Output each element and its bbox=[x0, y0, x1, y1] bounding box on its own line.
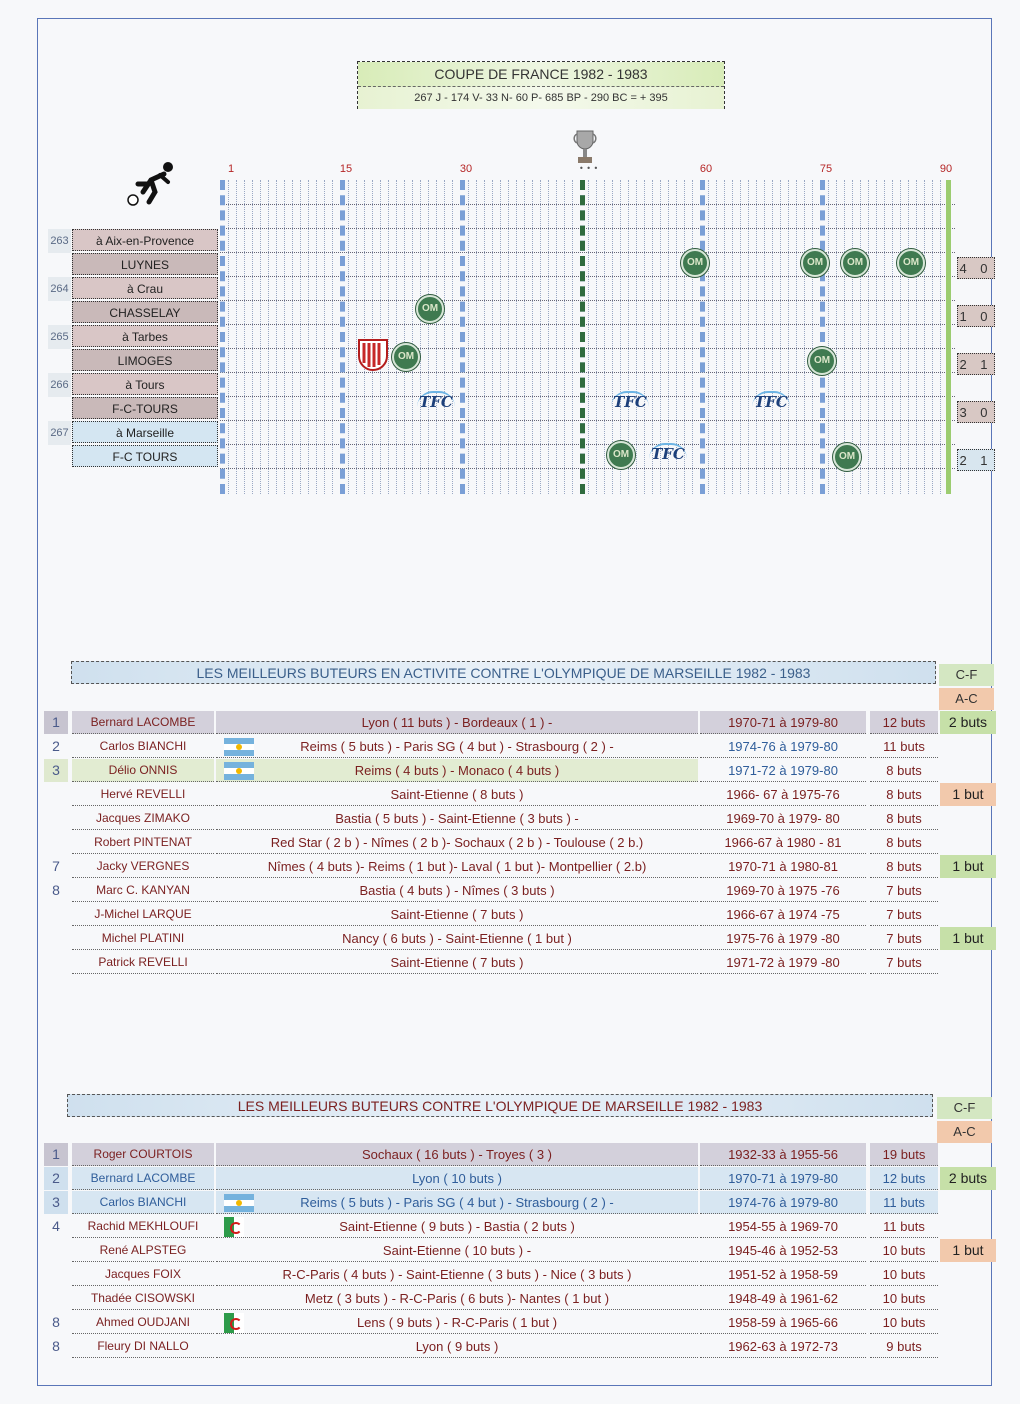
cf-header: C-F bbox=[939, 664, 994, 686]
period: 1969-70 à 1975 -76 bbox=[700, 879, 866, 902]
table-row bbox=[44, 1191, 996, 1215]
om-goal-icon: OM bbox=[833, 443, 861, 471]
cup-goals: 1 but bbox=[940, 855, 996, 878]
clubs: Saint-Etienne ( 8 buts ) bbox=[216, 783, 698, 806]
clubs: Bastia ( 5 buts ) - Saint-Etienne ( 3 buts ) - bbox=[216, 807, 698, 830]
algeria-flag-icon bbox=[220, 1215, 250, 1238]
clubs: Saint-Etienne ( 7 buts ) bbox=[216, 903, 698, 926]
match-venue: à Marseille bbox=[72, 421, 218, 443]
period: 1962-63 à 1972-73 bbox=[700, 1335, 866, 1358]
table-row bbox=[44, 951, 996, 975]
season-stats: 267 J - 174 V- 33 N- 60 P- 685 BP - 290 BC = + 395 bbox=[358, 87, 724, 109]
player-name: Jacques ZIMAKO bbox=[72, 807, 214, 830]
period: 1954-55 à 1969-70 bbox=[700, 1215, 866, 1238]
goals: 7 buts bbox=[870, 879, 938, 902]
svg-text:• • •: • • • bbox=[579, 164, 599, 173]
table-row bbox=[44, 1311, 996, 1335]
match-number: 266 bbox=[48, 373, 71, 397]
match-number: 267 bbox=[48, 421, 71, 445]
cup-goals: 2 buts bbox=[940, 1167, 996, 1190]
cup-goals: 1 but bbox=[940, 1239, 996, 1262]
clubs: Reims ( 4 buts ) - Monaco ( 4 buts ) bbox=[216, 759, 698, 782]
cup-goals bbox=[940, 759, 996, 782]
goals: 10 buts bbox=[870, 1263, 938, 1286]
player-name: Carlos BIANCHI bbox=[72, 1191, 214, 1214]
table-row bbox=[44, 1263, 996, 1287]
goals: 10 buts bbox=[870, 1287, 938, 1310]
cup-goals bbox=[940, 1263, 996, 1286]
goals: 7 buts bbox=[870, 927, 938, 950]
cup-goals bbox=[940, 1311, 996, 1334]
goals: 12 buts bbox=[870, 1167, 938, 1190]
trophy-icon bbox=[570, 127, 600, 173]
player-name: René ALPSTEG bbox=[72, 1239, 214, 1262]
table-row bbox=[44, 1215, 996, 1239]
goals: 7 buts bbox=[870, 903, 938, 926]
clubs: Nancy ( 6 buts ) - Saint-Etienne ( 1 but ) bbox=[216, 927, 698, 950]
player-name: Bernard LACOMBE bbox=[72, 1167, 214, 1190]
cup-goals bbox=[940, 807, 996, 830]
argentina-flag-icon bbox=[220, 759, 250, 782]
goals: 19 buts bbox=[870, 1143, 938, 1166]
goals: 12 buts bbox=[870, 711, 938, 734]
match-opponent: LUYNES bbox=[72, 253, 218, 275]
active-scorers-title: LES MEILLEURS BUTEURS EN ACTIVITE CONTRE L'OLYMPIQUE DE MARSEILLE 1982 - 1983 bbox=[71, 661, 936, 684]
goals: 11 buts bbox=[870, 735, 938, 758]
ac-header: A-C bbox=[939, 688, 994, 710]
page-title: COUPE DE FRANCE 1982 - 1983 bbox=[358, 62, 724, 87]
match-venue: à Aix-en-Provence bbox=[72, 229, 218, 251]
active-scorers-table bbox=[44, 711, 996, 975]
tfc-goal-icon: TFC bbox=[748, 389, 794, 417]
table-row bbox=[44, 1335, 996, 1359]
table-row bbox=[44, 1287, 996, 1311]
goals: 9 buts bbox=[870, 1335, 938, 1358]
cup-goals bbox=[940, 1335, 996, 1358]
table-row bbox=[44, 759, 996, 783]
player-name: Marc C. KANYAN bbox=[72, 879, 214, 902]
cup-goals bbox=[940, 831, 996, 854]
limoges-crest-icon bbox=[356, 337, 390, 373]
om-goal-icon: OM bbox=[841, 249, 869, 277]
clubs: Reims ( 5 buts ) - Paris SG ( 4 but ) - Strasbourg ( 2 ) - bbox=[216, 735, 698, 758]
period: 1970-71 à 1979-80 bbox=[700, 711, 866, 734]
player-name: Bernard LACOMBE bbox=[72, 711, 214, 734]
table-row bbox=[44, 927, 996, 951]
cup-goals bbox=[940, 1191, 996, 1214]
tfc-goal-icon: TFC bbox=[645, 441, 691, 469]
player-name: Thadée CISOWSKI bbox=[72, 1287, 214, 1310]
period: 1970-71 à 1980-81 bbox=[700, 855, 866, 878]
match-number: 264 bbox=[48, 277, 71, 301]
cup-goals bbox=[940, 1287, 996, 1310]
cup-goals bbox=[940, 879, 996, 902]
cup-goals: 1 but bbox=[940, 783, 996, 806]
player-name: J-Michel LARQUE bbox=[72, 903, 214, 926]
rank bbox=[44, 903, 68, 926]
om-goal-icon: OM bbox=[801, 249, 829, 277]
rank: 4 bbox=[52, 1218, 60, 1234]
match-opponent: F-C TOURS bbox=[72, 445, 218, 467]
player-name: Jacky VERGNES bbox=[72, 855, 214, 878]
minute-label-15: 15 bbox=[339, 163, 353, 175]
match-venue: à Tours bbox=[72, 373, 218, 395]
goals: 8 buts bbox=[870, 759, 938, 782]
rank: 1 bbox=[44, 711, 68, 734]
cf-header: C-F bbox=[937, 1097, 992, 1119]
rank: 2 bbox=[52, 738, 60, 754]
period: 1966- 67 à 1975-76 bbox=[700, 783, 866, 806]
clubs: R-C-Paris ( 4 buts ) - Saint-Etienne ( 3 buts ) - Nice ( 3 buts ) bbox=[216, 1263, 698, 1286]
om-goal-icon: OM bbox=[607, 441, 635, 469]
match-score: 2 1 bbox=[957, 449, 995, 471]
rank bbox=[44, 927, 68, 950]
match-opponent: F-C-TOURS bbox=[72, 397, 218, 419]
match-score: 2 1 bbox=[957, 353, 995, 375]
minute-label-1: 1 bbox=[227, 163, 235, 175]
period: 1971-72 à 1979-80 bbox=[700, 759, 866, 782]
period: 1948-49 à 1961-62 bbox=[700, 1287, 866, 1310]
period: 1969-70 à 1979- 80 bbox=[700, 807, 866, 830]
clubs: Lyon ( 11 buts ) - Bordeaux ( 1 ) - bbox=[216, 711, 698, 734]
player-name: Délio ONNIS bbox=[72, 759, 214, 782]
match-number: 265 bbox=[48, 325, 71, 349]
match-venue: à Tarbes bbox=[72, 325, 218, 347]
period: 1975-76 à 1979 -80 bbox=[700, 927, 866, 950]
table-row bbox=[44, 711, 996, 735]
cup-goals bbox=[940, 1215, 996, 1238]
clubs: Red Star ( 2 b ) - Nîmes ( 2 b )- Sochaux ( 2 b ) - Toulouse ( 2 b.) bbox=[216, 831, 698, 854]
match-opponent: LIMOGES bbox=[72, 349, 218, 371]
period: 1971-72 à 1979 -80 bbox=[700, 951, 866, 974]
table-row bbox=[44, 807, 996, 831]
cup-goals bbox=[940, 951, 996, 974]
goals: 7 buts bbox=[870, 951, 938, 974]
om-goal-icon: OM bbox=[897, 249, 925, 277]
clubs: Metz ( 3 buts ) - R-C-Paris ( 6 buts )- Nantes ( 1 but ) bbox=[216, 1287, 698, 1310]
rank: 8 bbox=[52, 1314, 60, 1330]
clubs: Saint-Etienne ( 10 buts ) - bbox=[216, 1239, 698, 1262]
table-row bbox=[44, 879, 996, 903]
goals: 11 buts bbox=[870, 1191, 938, 1214]
clubs: Saint-Etienne ( 7 buts ) bbox=[216, 951, 698, 974]
om-goal-icon: OM bbox=[681, 249, 709, 277]
player-name: Michel PLATINI bbox=[72, 927, 214, 950]
clubs: Nîmes ( 4 buts )- Reims ( 1 but )- Laval ( 1 but )- Montpellier ( 2.b) bbox=[216, 855, 698, 878]
period: 1958-59 à 1965-66 bbox=[700, 1311, 866, 1334]
table-row bbox=[44, 1167, 996, 1191]
minute-label-90: 90 bbox=[939, 163, 953, 175]
period: 1966-67 à 1974 -75 bbox=[700, 903, 866, 926]
goals: 10 buts bbox=[870, 1311, 938, 1334]
rank: 8 bbox=[52, 882, 60, 898]
rank bbox=[44, 783, 68, 806]
match-opponent: CHASSELAY bbox=[72, 301, 218, 323]
period: 1974-76 à 1979-80 bbox=[700, 735, 866, 758]
player-name: Fleury DI NALLO bbox=[72, 1335, 214, 1358]
player-name: Patrick REVELLI bbox=[72, 951, 214, 974]
clubs: Saint-Etienne ( 9 buts ) - Bastia ( 2 buts ) bbox=[216, 1215, 698, 1238]
clubs: Bastia ( 4 buts ) - Nîmes ( 3 buts ) bbox=[216, 879, 698, 902]
player-name: Ahmed OUDJANI bbox=[72, 1311, 214, 1334]
rank bbox=[44, 1287, 68, 1310]
period: 1966-67 à 1980 - 81 bbox=[700, 831, 866, 854]
rank bbox=[44, 951, 68, 974]
player-name: Hervé REVELLI bbox=[72, 783, 214, 806]
rank bbox=[44, 807, 68, 830]
minute-label-30: 30 bbox=[459, 163, 473, 175]
tfc-goal-icon: TFC bbox=[413, 389, 459, 417]
rank bbox=[44, 1263, 68, 1286]
player-name: Roger COURTOIS bbox=[72, 1143, 214, 1166]
period: 1970-71 à 1979-80 bbox=[700, 1167, 866, 1190]
cup-goals bbox=[940, 1143, 996, 1166]
ac-header: A-C bbox=[937, 1121, 992, 1143]
table-row bbox=[44, 1143, 996, 1167]
table-row bbox=[44, 903, 996, 927]
clubs: Sochaux ( 16 buts ) - Troyes ( 3 ) bbox=[216, 1143, 698, 1166]
goals: 10 buts bbox=[870, 1239, 938, 1262]
rank: 8 bbox=[52, 1338, 60, 1354]
cup-goals: 2 buts bbox=[940, 711, 996, 734]
rank: 1 bbox=[44, 1143, 68, 1166]
football-player-icon bbox=[124, 158, 180, 208]
player-name: Jacques FOIX bbox=[72, 1263, 214, 1286]
om-goal-icon: OM bbox=[392, 343, 420, 371]
period: 1974-76 à 1979-80 bbox=[700, 1191, 866, 1214]
clubs: Lyon ( 9 buts ) bbox=[216, 1335, 698, 1358]
goals: 11 buts bbox=[870, 1215, 938, 1238]
argentina-flag-icon bbox=[220, 1191, 250, 1214]
all-time-scorers-title: LES MEILLEURS BUTEURS CONTRE L'OLYMPIQUE DE MARSEILLE 1982 - 1983 bbox=[67, 1094, 933, 1117]
clubs: Reims ( 5 buts ) - Paris SG ( 4 but ) - Strasbourg ( 2 ) - bbox=[216, 1191, 698, 1214]
cup-goals: 1 but bbox=[940, 927, 996, 950]
rank: 7 bbox=[52, 858, 60, 874]
clubs: Lens ( 9 buts ) - R-C-Paris ( 1 but ) bbox=[216, 1311, 698, 1334]
minute-label-60: 60 bbox=[699, 163, 713, 175]
goals: 8 buts bbox=[870, 831, 938, 854]
om-goal-icon: OM bbox=[416, 295, 444, 323]
period: 1932-33 à 1955-56 bbox=[700, 1143, 866, 1166]
cup-goals bbox=[940, 903, 996, 926]
tfc-goal-icon: TFC bbox=[607, 389, 653, 417]
table-row bbox=[44, 831, 996, 855]
match-number: 263 bbox=[48, 229, 71, 253]
all-time-scorers-table bbox=[44, 1143, 996, 1359]
period: 1951-52 à 1958-59 bbox=[700, 1263, 866, 1286]
rank bbox=[44, 831, 68, 854]
table-row bbox=[44, 735, 996, 759]
table-row bbox=[44, 855, 996, 879]
match-score: 4 0 bbox=[957, 257, 995, 279]
clubs: Lyon ( 10 buts ) bbox=[216, 1167, 698, 1190]
table-row bbox=[44, 1239, 996, 1263]
rank: 3 bbox=[44, 759, 68, 782]
om-goal-icon: OM bbox=[808, 347, 836, 375]
algeria-flag-icon bbox=[220, 1311, 250, 1334]
goals: 8 buts bbox=[870, 807, 938, 830]
player-name: Carlos BIANCHI bbox=[72, 735, 214, 758]
player-name: Rachid MEKHLOUFI bbox=[72, 1215, 214, 1238]
table-row bbox=[44, 783, 996, 807]
match-venue: à Crau bbox=[72, 277, 218, 299]
rank: 3 bbox=[44, 1191, 68, 1214]
goals: 8 buts bbox=[870, 783, 938, 806]
argentina-flag-icon bbox=[220, 735, 250, 758]
rank bbox=[44, 1239, 68, 1262]
title-box bbox=[357, 61, 725, 109]
period: 1945-46 à 1952-53 bbox=[700, 1239, 866, 1262]
goals: 8 buts bbox=[870, 855, 938, 878]
player-name: Robert PINTENAT bbox=[72, 831, 214, 854]
minute-label-75: 75 bbox=[819, 163, 833, 175]
cup-goals bbox=[940, 735, 996, 758]
match-score: 3 0 bbox=[957, 401, 995, 423]
match-score: 1 0 bbox=[957, 305, 995, 327]
rank: 2 bbox=[44, 1167, 68, 1190]
